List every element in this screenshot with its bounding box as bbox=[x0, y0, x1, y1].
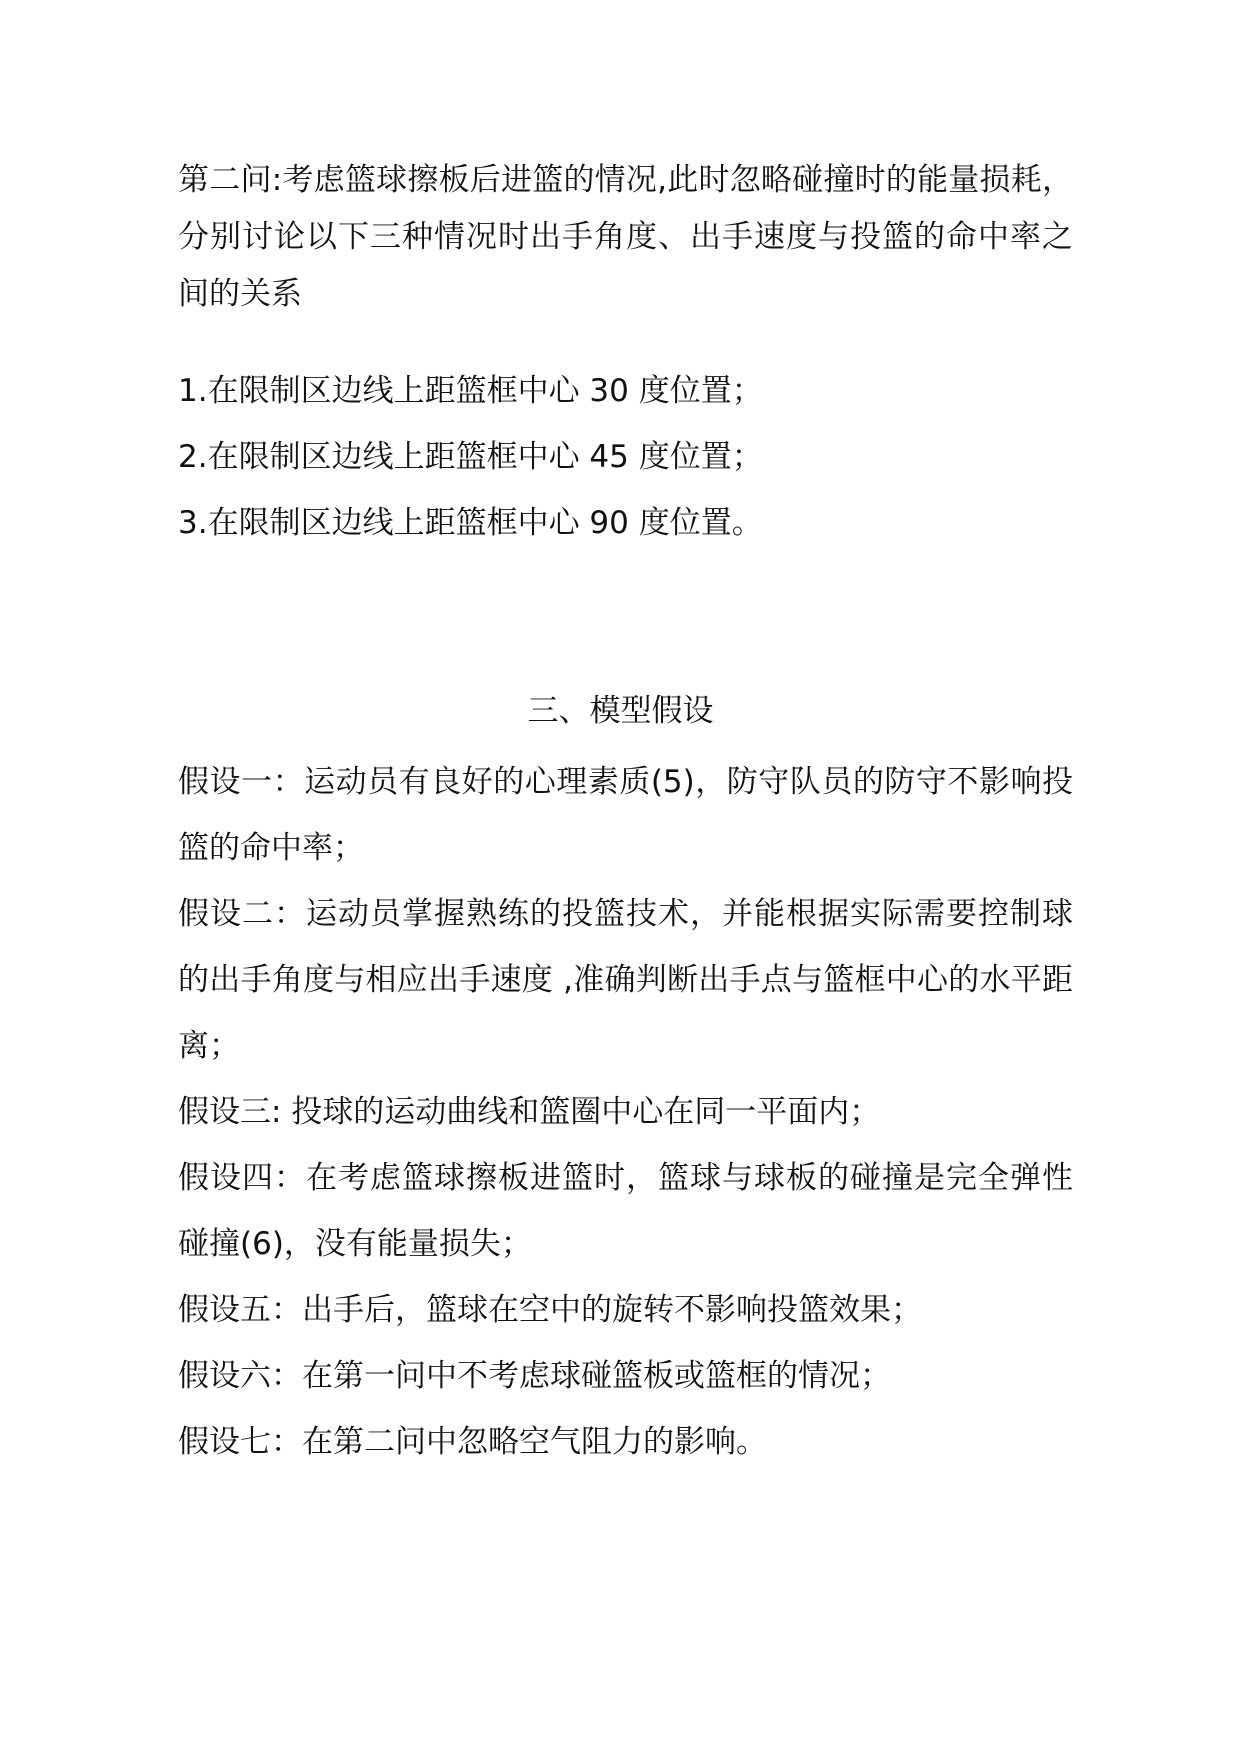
assumption-1: 假设一：运动员有良好的心理素质(5)，防守队员的防守不影响投篮的命中率； bbox=[178, 764, 1073, 866]
assumption-7: 假设七：在第二问中忽略空气阻力的影响。 bbox=[178, 1424, 767, 1460]
case-list bbox=[178, 358, 1073, 556]
assumption-3: 假设三: 投球的运动曲线和篮圈中心在同一平面内； bbox=[178, 1094, 881, 1130]
case-item-1: 1.在限制区边线上距篮框中心 30 度位置； bbox=[178, 373, 763, 409]
question-paragraph: 第二问:考虑篮球擦板后进篮的情况,此时忽略碰撞时的能量损耗，分别讨论以下三种情况时出手角度、出手速度与投篮的命中率之间的关系 bbox=[178, 162, 1073, 312]
assumption-list bbox=[178, 749, 1073, 1475]
section-title: 三、模型假设 bbox=[527, 693, 714, 729]
assumption-2: 假设二：运动员掌握熟练的投篮技术，并能根据实际需要控制球的出手角度与相应出手速度 ,准确判断出手点与篮框中心的水平距离； bbox=[178, 896, 1073, 1064]
case-item-2: 2.在限制区边线上距篮框中心 45 度位置； bbox=[178, 439, 763, 475]
assumption-6: 假设六：在第一问中不考虑球碰篮板或篮框的情况； bbox=[178, 1358, 891, 1394]
assumption-5: 假设五：出手后，篮球在空中的旋转不影响投篮效果； bbox=[178, 1292, 922, 1328]
case-item-3: 3.在限制区边线上距篮框中心 90 度位置。 bbox=[178, 505, 763, 541]
assumption-4: 假设四：在考虑篮球擦板进篮时，篮球与球板的碰撞是完全弹性碰撞(6)，没有能量损失； bbox=[178, 1160, 1073, 1262]
